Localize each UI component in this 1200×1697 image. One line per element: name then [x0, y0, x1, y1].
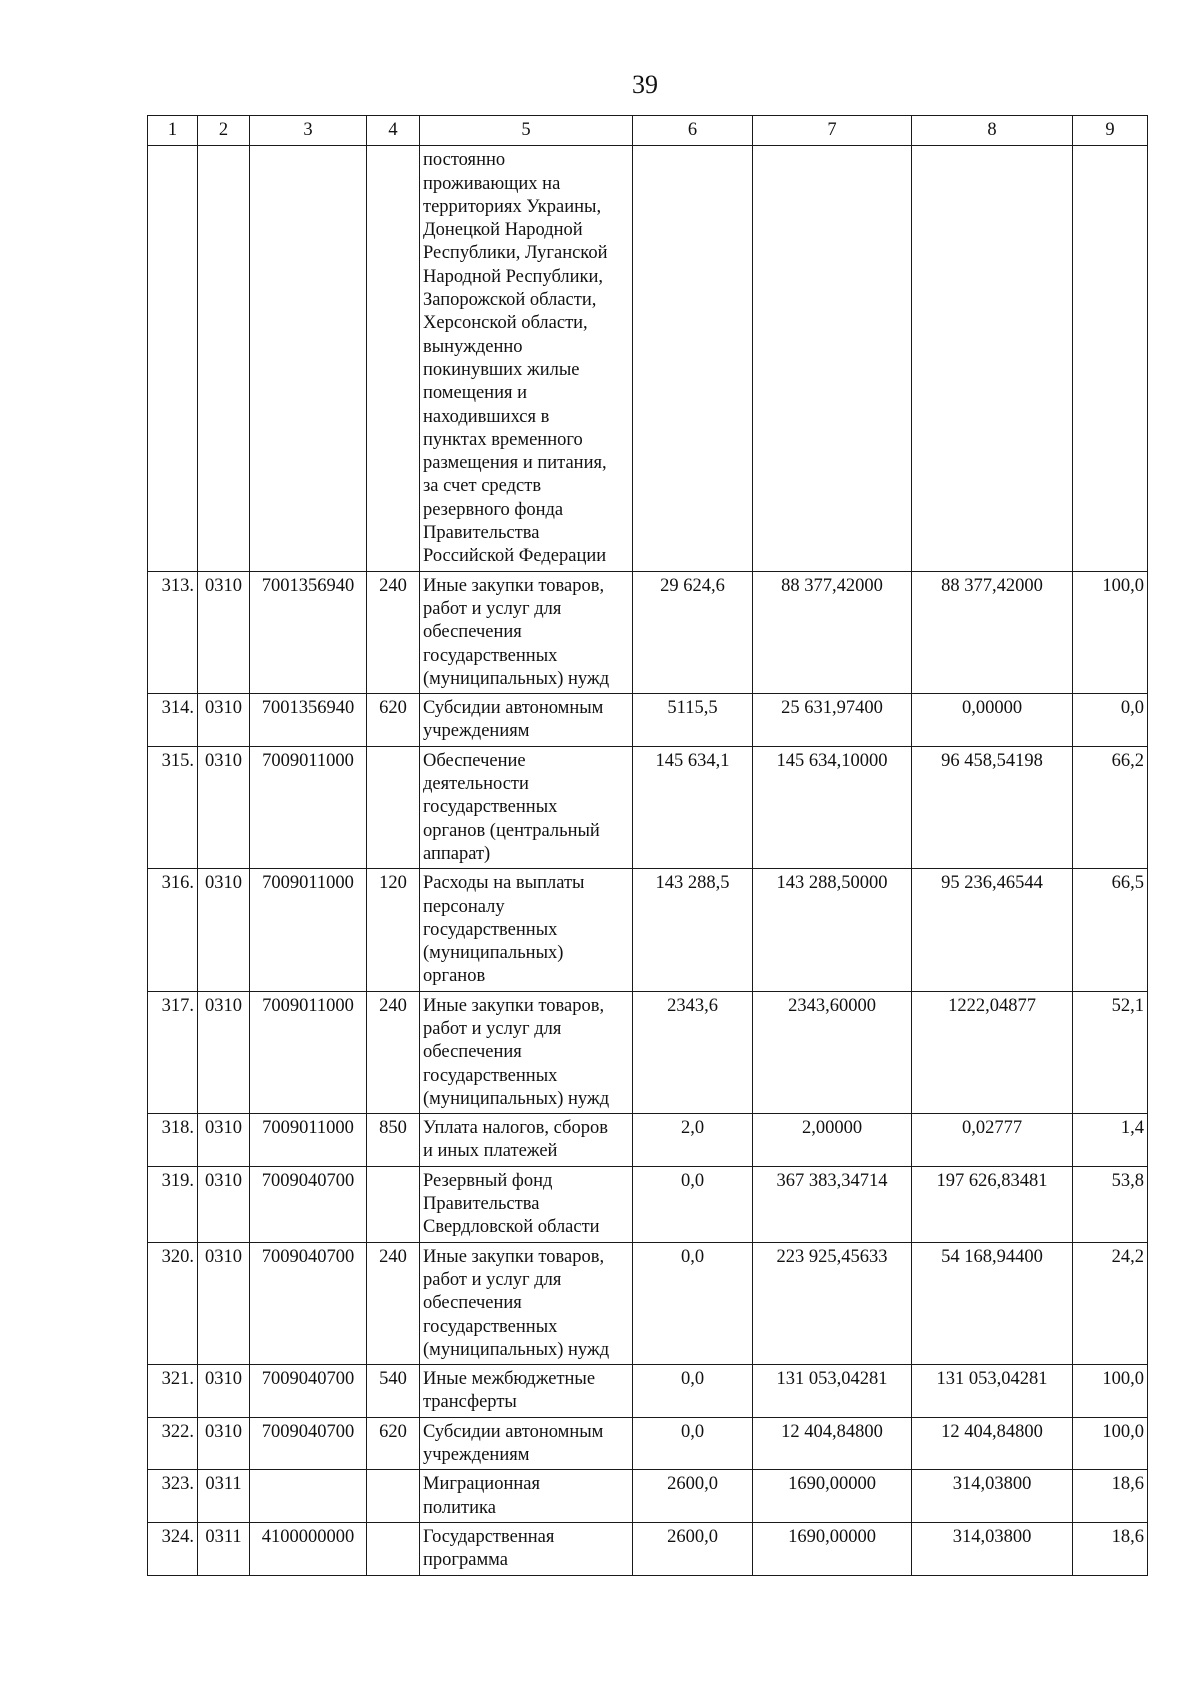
executed-amount-cell [912, 146, 1073, 571]
approved-amount-cell: 2,0 [633, 1114, 753, 1167]
table-row [148, 1242, 1148, 1364]
target-article-cell: 7009011000 [250, 1114, 367, 1167]
section-code-cell [198, 146, 250, 571]
item-name-line: Миграционная [423, 1474, 540, 1495]
row-number-cell: 317. [148, 991, 198, 1113]
approved-amount-cell: 0,0 [633, 1365, 753, 1418]
approved-amount-cell: 0,0 [633, 1242, 753, 1364]
expense-type-cell: 620 [367, 1417, 420, 1470]
item-name-line: работ и услуг для [423, 1269, 562, 1290]
section-code-cell: 0310 [198, 746, 250, 868]
executed-amount-cell: 314,03800 [912, 1470, 1073, 1523]
section-code-cell: 0310 [198, 1166, 250, 1242]
percent-cell [1073, 146, 1148, 571]
row-number-cell: 314. [148, 694, 198, 747]
item-name-line: работ и услуг для [423, 598, 562, 619]
column-header: 5 [420, 116, 633, 146]
refined-amount-cell: 367 383,34714 [753, 1166, 912, 1242]
percent-cell: 100,0 [1073, 1417, 1148, 1470]
table-row [148, 1365, 1148, 1418]
executed-amount-cell: 12 404,84800 [912, 1417, 1073, 1470]
item-name-line: покинувших жилые [423, 359, 580, 380]
executed-amount-cell: 95 236,46544 [912, 869, 1073, 991]
section-code-cell: 0310 [198, 1114, 250, 1167]
executed-amount-cell: 96 458,54198 [912, 746, 1073, 868]
table-row [148, 746, 1148, 868]
table-row [148, 1114, 1148, 1167]
item-name-line: программа [423, 1550, 508, 1571]
expense-type-cell: 240 [367, 1242, 420, 1364]
item-name-line: Резервный фонд [423, 1170, 553, 1191]
percent-cell: 18,6 [1073, 1470, 1148, 1523]
target-article-cell: 4100000000 [250, 1522, 367, 1575]
item-name-line: обеспечения [423, 622, 522, 643]
row-number-cell: 323. [148, 1470, 198, 1523]
section-code-cell: 0310 [198, 1242, 250, 1364]
column-header: 6 [633, 116, 753, 146]
item-name-line: Республики, Луганской [423, 243, 608, 264]
item-name-line: Иные межбюджетные [423, 1369, 596, 1390]
executed-amount-cell: 54 168,94400 [912, 1242, 1073, 1364]
item-name-line: Уплата налогов, сборов [423, 1118, 608, 1139]
section-code-cell: 0311 [198, 1470, 250, 1523]
row-number-cell: 319. [148, 1166, 198, 1242]
item-name-line: помещения и [423, 383, 528, 404]
percent-cell: 66,2 [1073, 746, 1148, 868]
target-article-cell: 7009040700 [250, 1166, 367, 1242]
refined-amount-cell [753, 146, 912, 571]
item-name-line: территориях Украины, [423, 196, 602, 217]
item-name-line: Херсонской области, [423, 313, 588, 334]
row-number-cell: 313. [148, 571, 198, 693]
item-name-line: обеспечения [423, 1042, 522, 1063]
expense-type-cell: 240 [367, 991, 420, 1113]
item-name-line: Иные закупки товаров, [423, 575, 605, 596]
item-name-line: Иные закупки товаров, [423, 1246, 605, 1267]
table-row [148, 1470, 1148, 1523]
table-row [148, 694, 1148, 747]
target-article-cell: 7009011000 [250, 869, 367, 991]
item-name-line: органов [423, 966, 486, 987]
section-code-cell: 0310 [198, 1365, 250, 1418]
item-name-line: Донецкой Народной [423, 220, 583, 241]
item-name-line: Иные закупки товаров, [423, 995, 605, 1016]
refined-amount-cell: 2,00000 [753, 1114, 912, 1167]
item-name-cell [420, 1365, 633, 1418]
executed-amount-cell: 314,03800 [912, 1522, 1073, 1575]
expense-type-cell: 620 [367, 694, 420, 747]
expense-type-cell: 540 [367, 1365, 420, 1418]
item-name-line: учреждениям [423, 721, 530, 742]
item-name-line: Правительства [423, 1194, 540, 1215]
refined-amount-cell: 1690,00000 [753, 1522, 912, 1575]
row-number-cell: 324. [148, 1522, 198, 1575]
item-name-line: Народной Республики, [423, 266, 604, 287]
refined-amount-cell: 143 288,50000 [753, 869, 912, 991]
page-number: 39 [632, 70, 658, 99]
item-name-line: (муниципальных) [423, 943, 564, 964]
item-name-cell [420, 1522, 633, 1575]
approved-amount-cell: 2600,0 [633, 1522, 753, 1575]
row-number-cell: 316. [148, 869, 198, 991]
item-name-line: размещения и питания, [423, 453, 607, 474]
item-name-cell [420, 1166, 633, 1242]
item-name-cell [420, 746, 633, 868]
executed-amount-cell: 0,02777 [912, 1114, 1073, 1167]
item-name-line: за счет средств [423, 476, 542, 497]
item-name-line: Субсидии автономным [423, 1421, 604, 1442]
column-header: 9 [1073, 116, 1148, 146]
item-name-line: резервного фонда [423, 499, 564, 520]
expense-type-cell: 120 [367, 869, 420, 991]
expense-type-cell [367, 1470, 420, 1523]
executed-amount-cell: 1222,04877 [912, 991, 1073, 1113]
refined-amount-cell: 223 925,45633 [753, 1242, 912, 1364]
item-name-line: Свердловской области [423, 1217, 600, 1238]
section-code-cell: 0310 [198, 694, 250, 747]
column-header: 7 [753, 116, 912, 146]
row-number-cell: 315. [148, 746, 198, 868]
target-article-cell: 7009040700 [250, 1417, 367, 1470]
column-header: 1 [148, 116, 198, 146]
section-code-cell: 0311 [198, 1522, 250, 1575]
row-number-cell: 321. [148, 1365, 198, 1418]
target-article-cell: 7009040700 [250, 1242, 367, 1364]
budget-table [147, 115, 1148, 1576]
table-body [148, 146, 1148, 1575]
approved-amount-cell: 145 634,1 [633, 746, 753, 868]
item-name-line: органов (центральный [423, 820, 600, 841]
item-name-line: государственных [423, 645, 558, 666]
expense-type-cell [367, 746, 420, 868]
percent-cell: 24,2 [1073, 1242, 1148, 1364]
item-name-line: Государственная [423, 1526, 555, 1547]
target-article-cell: 7009011000 [250, 991, 367, 1113]
item-name-line: политика [423, 1497, 496, 1518]
table-row [148, 571, 1148, 693]
section-code-cell: 0310 [198, 991, 250, 1113]
section-code-cell: 0310 [198, 571, 250, 693]
approved-amount-cell: 2600,0 [633, 1470, 753, 1523]
refined-amount-cell: 2343,60000 [753, 991, 912, 1113]
refined-amount-cell: 131 053,04281 [753, 1365, 912, 1418]
refined-amount-cell: 1690,00000 [753, 1470, 912, 1523]
item-name-cell [420, 146, 633, 571]
approved-amount-cell: 0,0 [633, 1417, 753, 1470]
refined-amount-cell: 145 634,10000 [753, 746, 912, 868]
item-name-line: обеспечения [423, 1293, 522, 1314]
item-name-line: государственных [423, 919, 558, 940]
executed-amount-cell: 131 053,04281 [912, 1365, 1073, 1418]
approved-amount-cell: 0,0 [633, 1166, 753, 1242]
executed-amount-cell: 88 377,42000 [912, 571, 1073, 693]
item-name-cell [420, 694, 633, 747]
item-name-cell [420, 1114, 633, 1167]
row-number-cell: 320. [148, 1242, 198, 1364]
approved-amount-cell: 29 624,6 [633, 571, 753, 693]
percent-cell: 52,1 [1073, 991, 1148, 1113]
target-article-cell [250, 146, 367, 571]
refined-amount-cell: 25 631,97400 [753, 694, 912, 747]
item-name-line: (муниципальных) нужд [423, 668, 610, 689]
section-code-cell: 0310 [198, 869, 250, 991]
item-name-line: Субсидии автономным [423, 698, 604, 719]
section-code-cell: 0310 [198, 1417, 250, 1470]
percent-cell: 66,5 [1073, 869, 1148, 991]
item-name-line: вынужденно [423, 336, 523, 357]
item-name-line: находившихся в [423, 406, 550, 427]
row-number-cell: 318. [148, 1114, 198, 1167]
row-number-cell: 322. [148, 1417, 198, 1470]
item-name-line: постоянно [423, 150, 506, 171]
approved-amount-cell: 2343,6 [633, 991, 753, 1113]
item-name-line: государственных [423, 797, 558, 818]
percent-cell: 18,6 [1073, 1522, 1148, 1575]
item-name-line: Обеспечение [423, 750, 526, 771]
item-name-line: государственных [423, 1065, 558, 1086]
item-name-line: персоналу [423, 896, 505, 917]
approved-amount-cell [633, 146, 753, 571]
table-row [148, 869, 1148, 991]
row-number-cell [148, 146, 198, 571]
item-name-line: (муниципальных) нужд [423, 1339, 610, 1360]
header-row [148, 116, 1148, 146]
expense-type-cell [367, 1166, 420, 1242]
target-article-cell: 7009040700 [250, 1365, 367, 1418]
percent-cell: 0,0 [1073, 694, 1148, 747]
item-name-line: пунктах временного [423, 429, 583, 450]
table-row [148, 1417, 1148, 1470]
table-row [148, 1522, 1148, 1575]
item-name-line: аппарат) [423, 843, 491, 864]
column-header: 4 [367, 116, 420, 146]
column-header: 2 [198, 116, 250, 146]
item-name-line: трансферты [423, 1392, 517, 1413]
percent-cell: 100,0 [1073, 1365, 1148, 1418]
expense-type-cell: 240 [367, 571, 420, 693]
table-row [148, 146, 1148, 571]
item-name-line: деятельности [423, 774, 529, 795]
item-name-line: учреждениям [423, 1445, 530, 1466]
percent-cell: 1,4 [1073, 1114, 1148, 1167]
item-name-line: и иных платежей [423, 1141, 558, 1162]
item-name-cell [420, 991, 633, 1113]
target-article-cell: 7001356940 [250, 571, 367, 693]
item-name-cell [420, 869, 633, 991]
item-name-cell [420, 1242, 633, 1364]
table-row [148, 991, 1148, 1113]
percent-cell: 53,8 [1073, 1166, 1148, 1242]
expense-type-cell: 850 [367, 1114, 420, 1167]
item-name-line: работ и услуг для [423, 1018, 562, 1039]
expense-type-cell [367, 146, 420, 571]
executed-amount-cell: 0,00000 [912, 694, 1073, 747]
item-name-cell [420, 1417, 633, 1470]
item-name-line: Правительства [423, 523, 540, 544]
item-name-line: Расходы на выплаты [423, 873, 585, 894]
approved-amount-cell: 5115,5 [633, 694, 753, 747]
item-name-cell [420, 1470, 633, 1523]
item-name-line: проживающих на [423, 173, 561, 194]
refined-amount-cell: 12 404,84800 [753, 1417, 912, 1470]
table-row [148, 1166, 1148, 1242]
item-name-line: (муниципальных) нужд [423, 1088, 610, 1109]
refined-amount-cell: 88 377,42000 [753, 571, 912, 693]
expense-type-cell [367, 1522, 420, 1575]
target-article-cell: 7009011000 [250, 746, 367, 868]
approved-amount-cell: 143 288,5 [633, 869, 753, 991]
target-article-cell [250, 1470, 367, 1523]
percent-cell: 100,0 [1073, 571, 1148, 693]
column-header: 8 [912, 116, 1073, 146]
item-name-line: Российской Федерации [423, 546, 607, 567]
item-name-line: Запорожской области, [423, 290, 597, 311]
target-article-cell: 7001356940 [250, 694, 367, 747]
executed-amount-cell: 197 626,83481 [912, 1166, 1073, 1242]
item-name-cell [420, 571, 633, 693]
item-name-line: государственных [423, 1316, 558, 1337]
column-header: 3 [250, 116, 367, 146]
